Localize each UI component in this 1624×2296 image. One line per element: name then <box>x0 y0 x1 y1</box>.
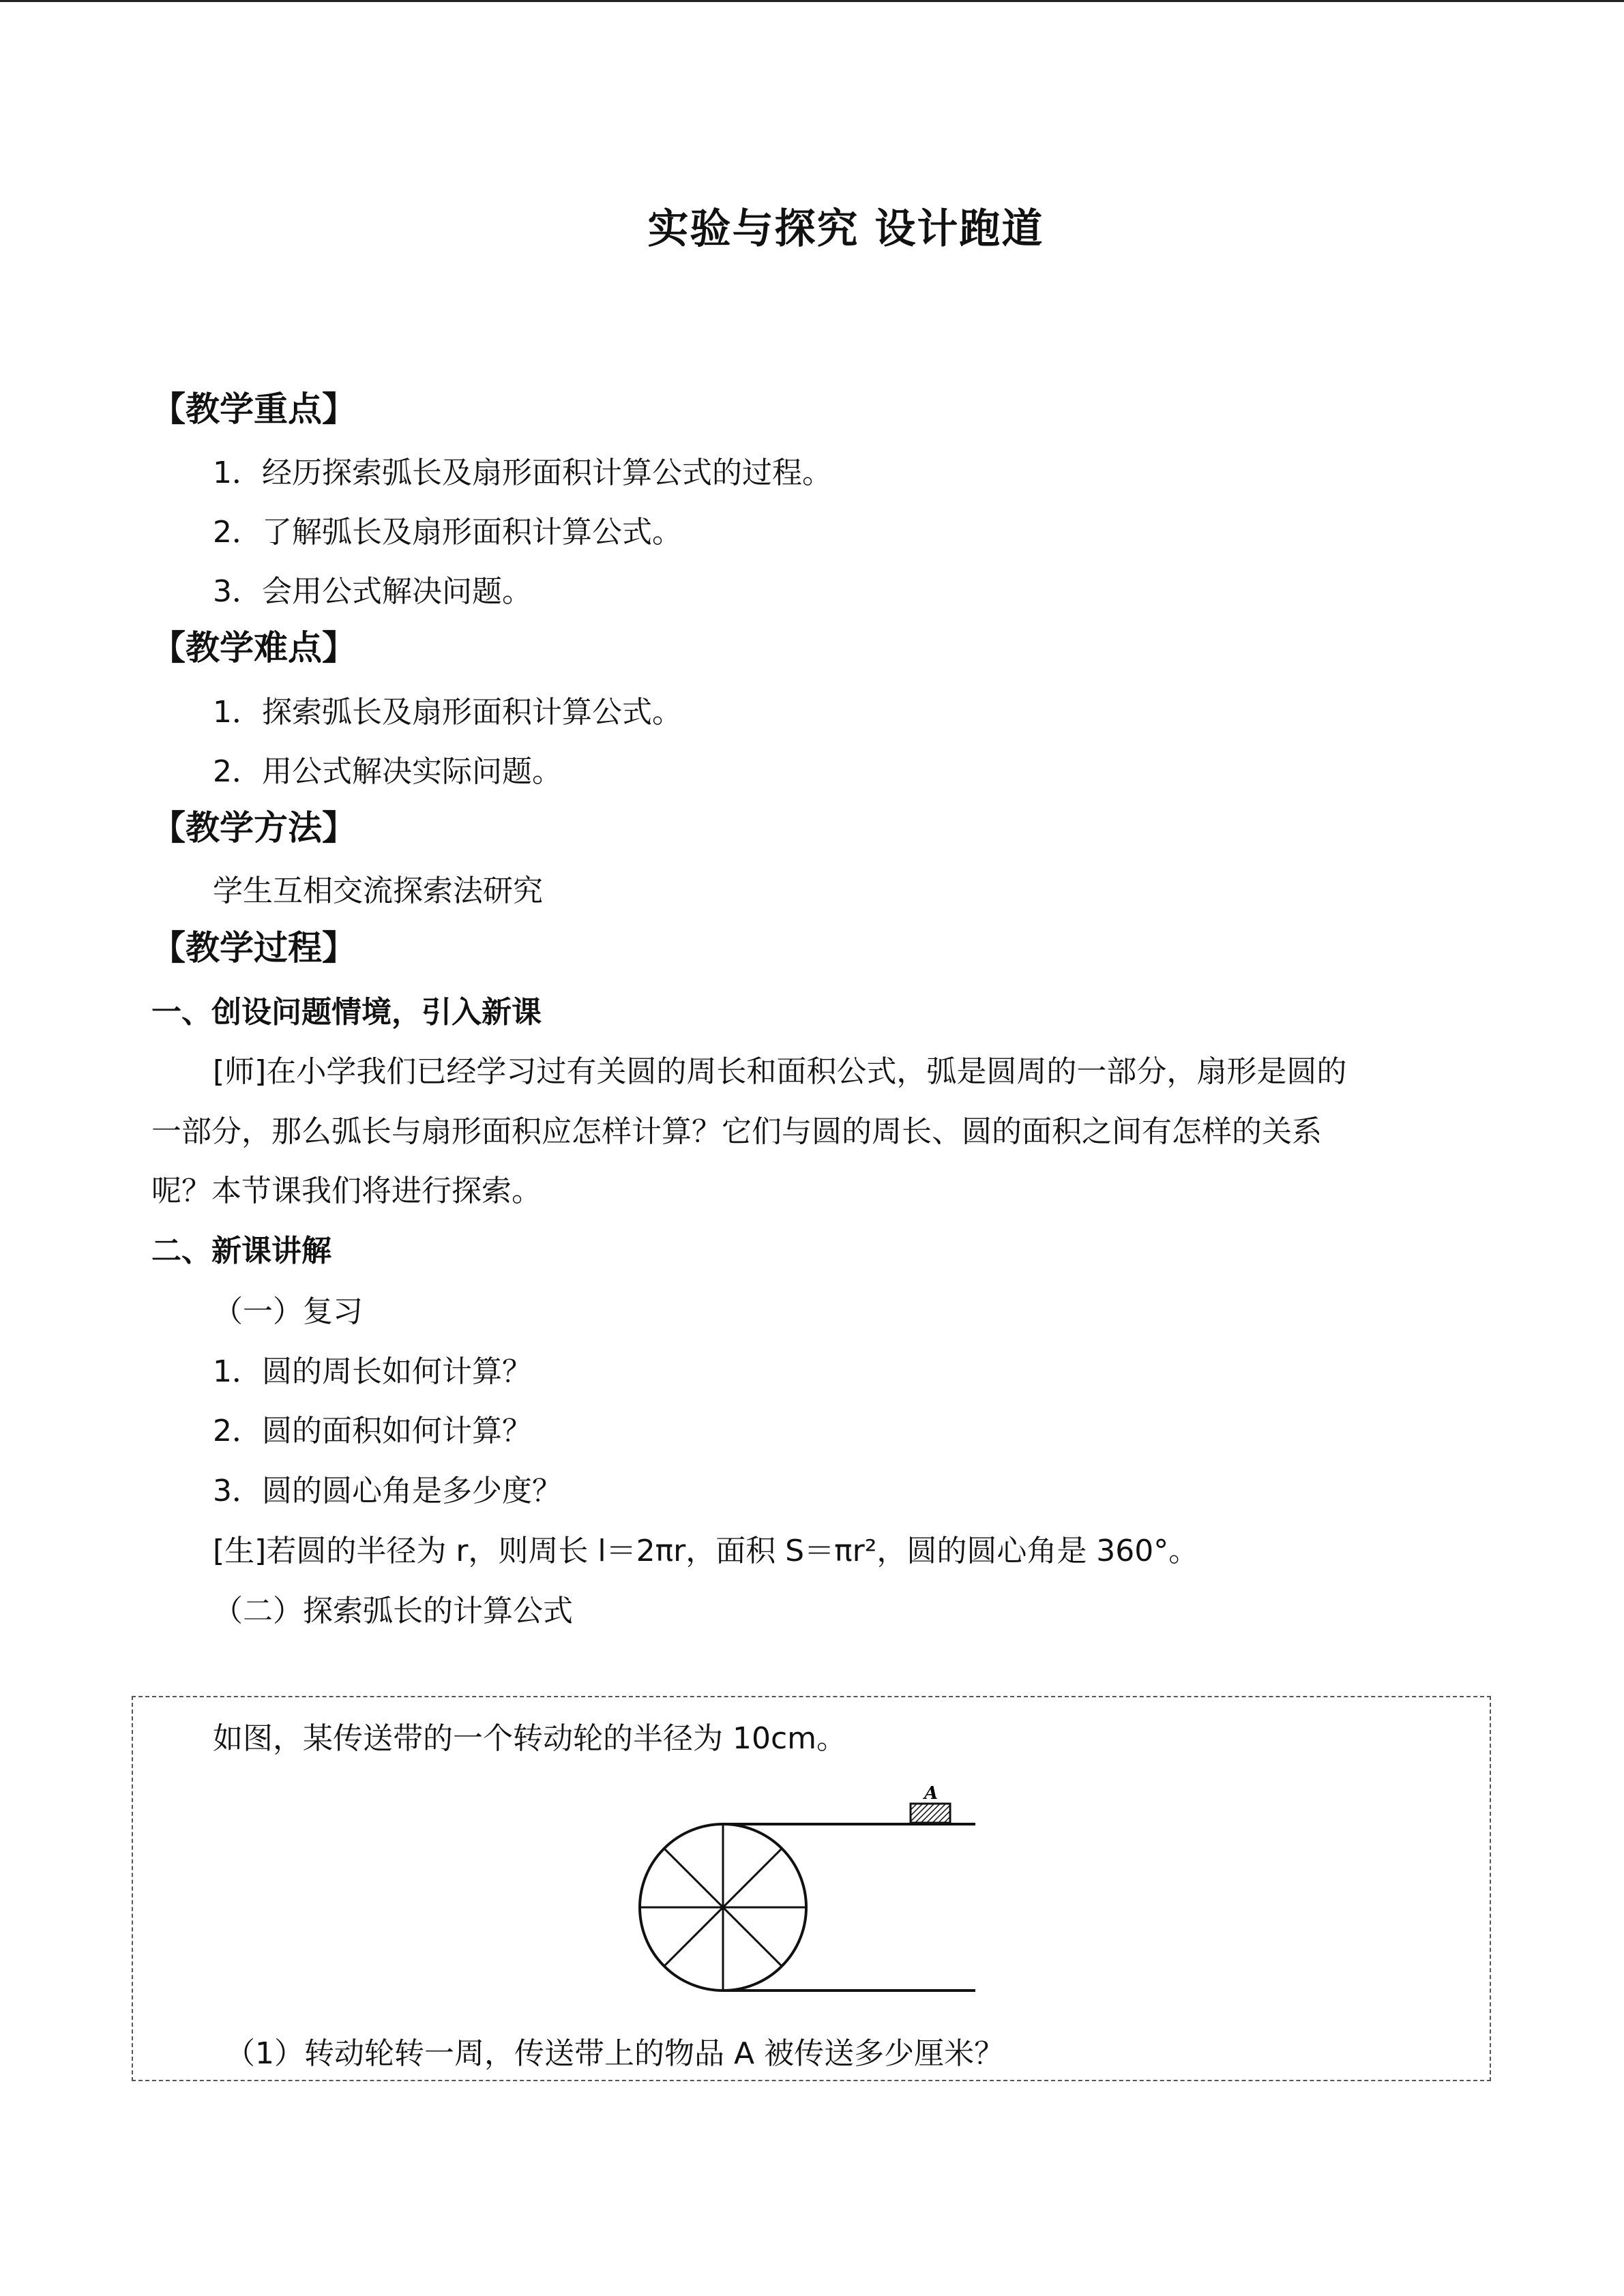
top-border <box>0 0 1624 2</box>
conveyor-figure <box>634 1773 989 2005</box>
problem-question: （1）转动轮转一周，传送带上的物品 A 被传送多少厘米？ <box>225 2036 1005 2071</box>
difficulty-item: 1．探索弧长及扇形面积计算公式。 <box>213 695 682 730</box>
review-heading: （一）复习 <box>213 1294 363 1329</box>
object-a-block <box>911 1804 950 1823</box>
problem-intro: 如图，某传送带的一个转动轮的半径为 10cm。 <box>213 1721 847 1756</box>
paragraph-line: 一部分，那么弧长与扇形面积应怎样计算？它们与圆的周长、圆的面积之间有怎样的关系 <box>151 1114 1322 1149</box>
key-point-item: 3．会用公式解决问题。 <box>213 574 532 609</box>
method-heading: 【教学方法】 <box>151 808 356 848</box>
difficulty-item: 2．用公式解决实际问题。 <box>213 754 562 789</box>
key-point-item: 1．经历探索弧长及扇形面积计算公式的过程。 <box>213 456 832 490</box>
object-a-label: A <box>924 1783 939 1804</box>
student-answer: [生]若圆的半径为 r，则周长 l＝2πr，面积 S＝πr²，圆的圆心角是 360°。 <box>213 1534 1199 1568</box>
explore-heading: （二）探索弧长的计算公式 <box>213 1594 573 1628</box>
review-question: 2．圆的面积如何计算？ <box>213 1414 532 1448</box>
paragraph-line: [师]在小学我们已经学习过有关圆的周长和面积公式，弧是圆周的一部分，扇形是圆的 <box>213 1054 1347 1089</box>
paragraph-line: 呢？本节课我们将进行探索。 <box>151 1174 542 1208</box>
part2-heading: 二、新课讲解 <box>151 1234 331 1268</box>
key-points-heading: 【教学重点】 <box>151 389 356 429</box>
method-text: 学生互相交流探索法研究 <box>213 874 543 908</box>
key-point-item: 2．了解弧长及扇形面积计算公式。 <box>213 515 682 550</box>
review-question: 3．圆的圆心角是多少度？ <box>213 1474 562 1508</box>
difficulties-heading: 【教学难点】 <box>151 628 356 668</box>
document-title: 实验与探究 设计跑道 <box>647 205 1044 253</box>
conveyor-diagram <box>634 1773 989 2005</box>
process-heading: 【教学过程】 <box>151 928 356 968</box>
part1-heading: 一、创设问题情境，引入新课 <box>151 995 542 1030</box>
review-question: 1．圆的周长如何计算？ <box>213 1354 532 1389</box>
